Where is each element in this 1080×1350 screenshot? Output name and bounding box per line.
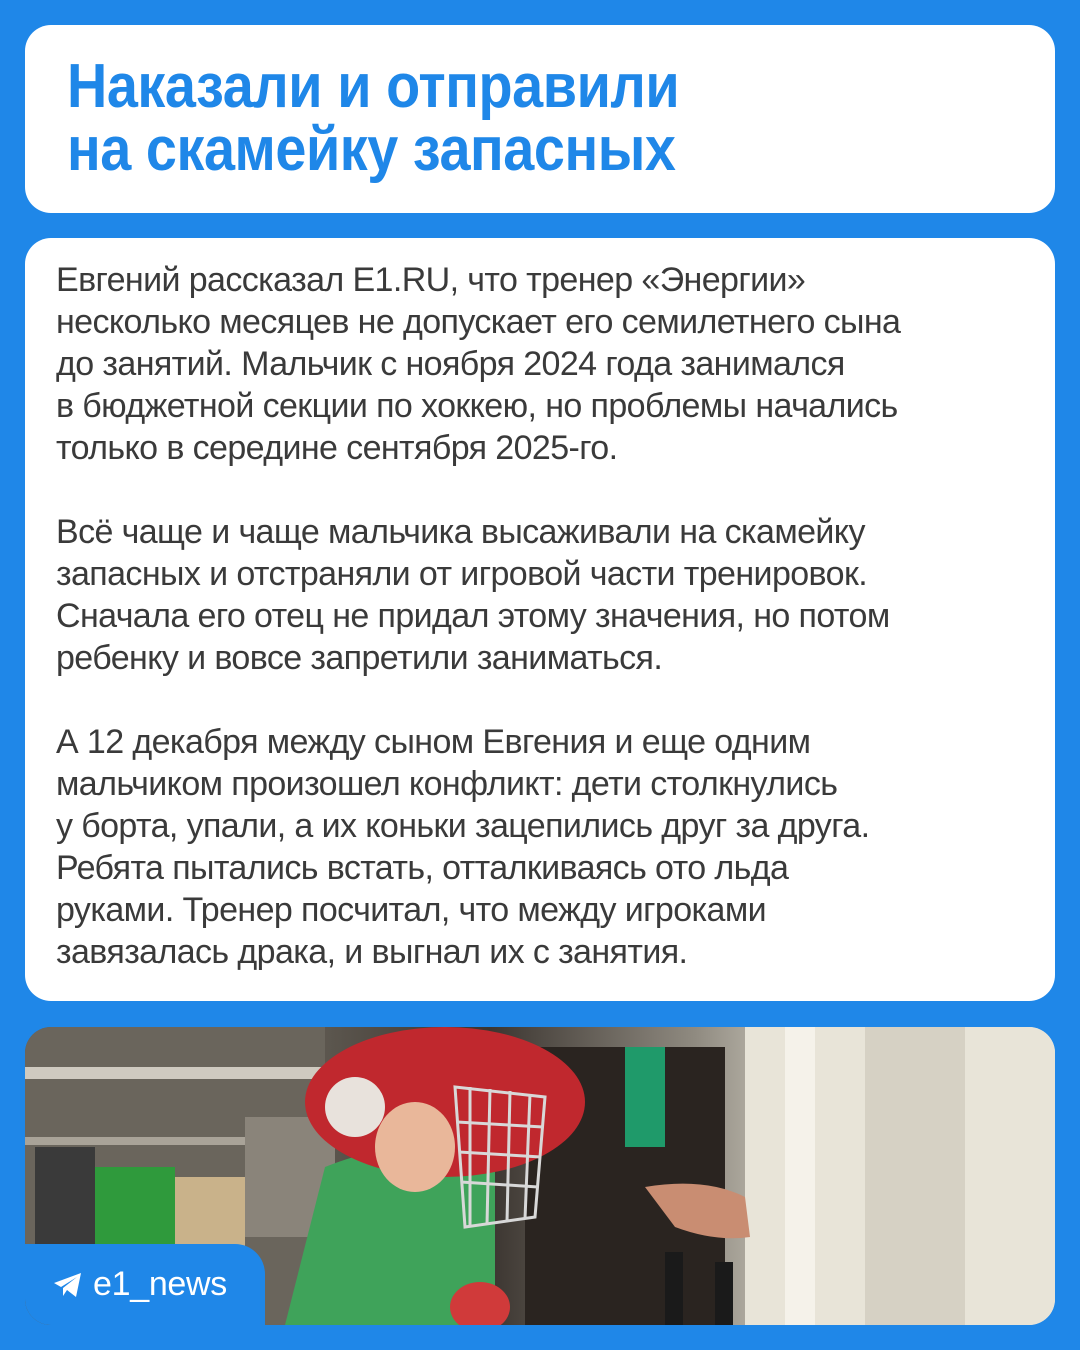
article-card <box>25 238 1055 1001</box>
locker-shelf <box>25 1067 325 1079</box>
paragraph-line: завязалась драка, и выгнал их с занятия. <box>56 933 688 971</box>
telegram-icon <box>53 1272 83 1298</box>
paragraph-line: в бюджетной секции по хоккею, но проблемы начались <box>56 387 898 425</box>
paragraph-line: Всё чаще и чаще мальчика высаживали на скамейку <box>56 513 865 551</box>
channel-handle: e1_news <box>93 1265 227 1303</box>
article-paragraph-2 <box>56 511 1035 679</box>
paragraph-line: ребенку и вовсе запретили заниматься. <box>56 639 663 677</box>
paragraph-line: только в середине сентября 2025-го. <box>56 429 618 467</box>
hockey-stick-handle <box>665 1252 683 1325</box>
paragraph-line: руками. Тренер посчитал, что между игроками <box>56 891 767 929</box>
article-paragraph-3 <box>56 721 1035 973</box>
article-paragraph-1 <box>56 259 1035 469</box>
paragraph-line: мальчиком произошел конфликт: дети столкнулись <box>56 765 838 803</box>
paragraph-line: у борта, упали, а их коньки зацепились друг за друга. <box>56 807 870 845</box>
paragraph-line: до занятий. Мальчик с ноября 2024 года занимался <box>56 345 845 383</box>
door-frame-edge <box>785 1027 815 1325</box>
paragraph-line: Евгений рассказал E1.RU, что тренер «Энергии» <box>56 261 806 299</box>
green-stick <box>625 1047 665 1147</box>
title-line-2: на скамейку запасных <box>67 115 676 184</box>
paragraph-line: несколько месяцев не допускает его семилетнего сына <box>56 303 901 341</box>
helmet-sticker <box>325 1077 385 1137</box>
door-frame-shadow <box>865 1027 965 1325</box>
paragraph-line: А 12 декабря между сыном Евгения и еще одним <box>56 723 811 761</box>
channel-badge[interactable] <box>25 1244 265 1325</box>
hockey-stick-handle-2 <box>715 1262 733 1325</box>
paragraph-line: Ребята пытались встать, отталкиваясь ото льда <box>56 849 789 887</box>
title-line-1: Наказали и отправили <box>67 52 680 121</box>
paragraph-line: Сначала его отец не придал этому значения, но потом <box>56 597 890 635</box>
title-card <box>25 25 1055 213</box>
player-ear <box>375 1102 455 1192</box>
paragraph-line: запасных и отстраняли от игровой части тренировок. <box>56 555 868 593</box>
